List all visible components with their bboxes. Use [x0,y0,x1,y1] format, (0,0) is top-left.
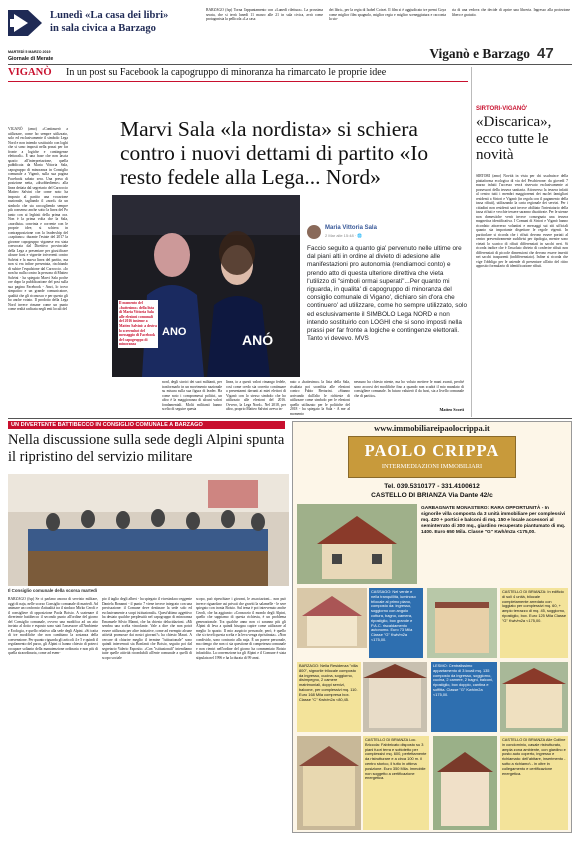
second-story-col3: scopo, può ripeschiare i giovani, le associazioni... non può invece riguardare usi privati che graviti la salamelle - le sere spiegato con ironia Boisio. Sul tema è poi intervenuto anche Ceroli, che ha aggiunto: «Consorzio il mondo degli Alpini, quello che sappiamo di questa richiesta, è un problema generazionale. Tra qualche anno non ci saranno più gli Alpini di leva a quindi bisogna capire come utilizzare al meglio lo spazio. Il mio auspicio personale, però, è quello che si risveli questa scelta e la leva venga ripristinata». «Non condivido, sono contrario alla naja. È un parere personale, ma ritengo che non ci sia questione di competenza comunale e non rientri nell'ordine del giorno ha commentato Boisio infastidita. La convenzione tra gli Alpini e il Comune è stata stipulata nel 1996 e ha la durata di 99 anni. [196,597,287,660]
top-story-photo-caption: Il momento del «battesimo» della lista di Maria Vittoria Sala alle elezioni comunali del 2016 insieme a Matteo Salvini: a destra lo screenshot del messaggio di Facebook del capogruppo di minoranza [119,301,157,347]
sidebar-kicker: SIRTORI-VIGANÒ' [476,106,528,112]
top-story-body-col5: nessuno ha chiesto niente, ma ho voluto mettere le mani avanti, perché sono accorsi dei modifiche fino a quando non scadrà il mio mandato di consigliere comunale. In futuro valuterò il da farsi, sia a livello comunale che di partito». [354,380,464,398]
top-story-byline: Matteo Scorti [439,407,464,412]
ad-photo-cassago [297,588,367,648]
top-story-headline: Marvi Sala «la nordista» si schiera contro i nuovi dettami di partito «Io resto fedele alla Lega... Nord» [120,117,429,189]
ad-listing-7: CASTELLO DI BRIANZA Alle Colline in condominio, casale ristrutturato, ampia zona ambiente, con giardino e posto auto coperto, ingresso e richiamato: dell'abitare, inserimento - sotto a richiamo\ - in oltre in collegamento e certificazione energetica. [500,736,568,830]
real-estate-ad [292,421,572,833]
ad-url[interactable]: www.immobiliareipaolocrippa.it [374,424,490,433]
facebook-avatar [307,225,321,239]
top-story-body-col2: nord, degli storici dei suoi militanti, per trasformarlo in un movimento nazionale su misura sulla sua figura di leader. Ha come noto i compromessi politici, un altro è la maggioranza di alcuni valori fondamentali. Molti militanti hanno scelto di seguire questa [162,380,222,411]
facebook-author: Maria Vittoria Sala [325,225,377,231]
second-story-caption: Il Consiglio comunale della scorsa martedì [8,588,98,593]
top-story-body-col3: linea, io a questi valori rimango fedele, così come credo sia corretto continuare a presentarmi davanti ai miei elettori di Viganò con lo stesso simbolo che ho utilizzato alle elezioni del 2016. Ovvero, la Lega Nord». Nel 2018, per altro, proprio Matteo Salvini aveva in- [226,380,286,411]
ad-tagline: INTERMEDIAZIONI IMMOBILIARI [381,463,483,470]
sidebar-body: SIRTORI (amo) Novità in vista per chi usufruisce della piattaforma ecologica di via del Peschierone: da giovedì 7 marzo infatti l'accesso verrà riservato esclusivamente ai possessori della tessera sanitaria. Attraverso la tessera infatti al centro tutti i membri maggiorenni dei nuclei famigliari residenti a Sirtori e Viganò (in regola con il pagamento della tassa rifiuti), utilizzando la carta regionale dei servizi. Per i cittadini non residenti sarà invece abilitato l'intestatario della tassa rifiuti e vecchie tessere saranno disattivate. Per le utenze non domestiche verrà invece consegnata una tessera magnetica identificativa. I Comuni di Sirtori e Viganò hanno ricordato attraverso volantini e messaggi sui siti ufficiali quanto sia importante dispettare le regole vigenti. In particolare si ricorda che i rifiuti devono essere portati al centro preventivamente suddivisi per tipologia, mentre sono vietati lo scarico di rifiuti differenziati in sacchi neri. Si ricorda inoltre che è l'assoluto divieto di conferire rifiuti non differenziati di piccole dimensioni che devono essere inseriti nei sacchi trasparenti (indifferenziato). Infine si ricorda che vige l'obbligo per le aziende di presentare all'atto del ritiro apposito formulario di identificazione rifiuti. [476,174,568,268]
svg-text:ANO: ANO [162,326,187,338]
ad-listing-3: CASTELLO DI BRIANZA: In edificio di soli 4 unità, bilocale completamente arredato con loggiato per complessivi mq. 60, + ampio terrazzo di mq. 45, soggiorno, ripostiglio, box. Euro 125 Mila Classe "G" Kwh/m2a <175,00. [500,588,568,658]
sidebar-headline: «Discarica», ecco tutte le novità [476,114,552,163]
folio-rule [8,64,572,65]
ad-photo-lesmo [500,662,568,732]
second-story-headline: Nella discussione sulla sede degli Alpini spunta il ripristino del servizio militare [8,432,285,465]
ad-listing-2: CASSAGO: Nel verde e nella tranquillità, luminoso trilocale al primo piano, composto da: ingresso, soggiorno con angolo cottura, bagno, camera, ripostiglio, box grande e P.A.C. riscaldamento autonomo. Euro 73 Mila Classe "G" Kwh/m2a <175,00. [369,588,423,658]
ad-photo-briccola [297,736,361,830]
top-story-kicker: VIGANÒ [8,67,52,78]
folio-paper: Giornale di Merate [8,56,54,62]
section-title: Viganò e Barzago [429,46,530,61]
mid-rule [8,418,572,419]
teaser-col-3: ria di una vedova che decide di aprire una libreria. Ingresso alla proiezione libero e gratuito. [452,8,570,17]
top-story-photo [112,195,300,377]
second-story-kicker: UN DIVERTENTE BATTIBECCO IN CONSIGLIO COMUNALE A BARZAGO [8,421,285,429]
second-story-photo [8,474,289,586]
ad-listing-6: CASTELLO DI BRIANZA Loc. Briccola: Fabbricato disposto su 3 piani fuori terra e sottotetto per complessivi mq. 600, perfettamente da ristrutturare e a circa 100 m. il centro storico, il tutto in ottima posizione. Euro 350 Mila. Immobile non soggetto a certificazione energetica. [363,736,429,830]
top-story-body-col1: VIGANÒ (amo) «Continuerò a utilizzare, come ho sempre utilizzato, solo ed esclusivamente il simbolo Lega Nord e non intendo sostituirlo con loghi che si sono imposti nella prassi per far fronte a logiche e contingenze elettorali». È una frase che non lascia spazio all'interpretazione, quella pubblicata da Maria Vittoria Sala, capogruppo di minoranza in Consiglio comunale a Viganò, sulla sua pagina Facebook sabato sera. Una presa di posizione netta, «disobbediente» alla linea dettata dal segretario del Carroccio Matteo Salvini che come noto ha imposto al partito una vocazione nazionale, tagliando il «nord» da un simbolo che sta raccogliendo sempre più consenso anche sotto la linea del Po tanto con ai leghisti della prima ora. Non è la prima volta che la Sala, «nordista» convinta e corrente con le proprie idee, si schiera in contrapposizione con la leadership del «capitano»: durante l'estate del 2017 la giovane capogruppo viganese era stata convocata dal Direttivo provinciale della Lega a presentare per giustificare alcune frasi e vignette irriverenti contro Salvini e la nuova linea del partito, ma non si era infine presentata, rischiando di subire l'espulsione dal Carroccio. «Io non ho nulla contro la persona di Matteo Salvini - ha spiegato Marvi Sala poche ore dopo la pubblicazione del post sulla sua pagina Facebook - Anzi, lo trovo simpatico e un grande comunicatore, qualità che gli riconosco e per questo gli ho anche votato. Il prodotto della Lega Nord invece rimane come un punto come realtà radicata negli enti locali del [8,127,68,311]
teaser-arrow-icon [8,10,42,36]
teaser-title [50,9,202,35]
ad-logo-box [348,436,516,478]
ad-brand: PAOLO CRIPPA [364,441,500,460]
sidebar-vrule [471,67,472,417]
top-story-subhead: In un post su Facebook la capogruppo di minoranza ha rimarcato le proprie idee [66,67,387,78]
second-story-col2: pio il taglio degli alberi - ha spiegato il vicesindaco reggente Daniela Bonanni - il punto 7 viene invece integrato con una precisazione: il Comune deve destinare la sede solo ed esclusivamente a scopi istituzionali». Quest'ultimo aggettivo ha destato qualche perplessità nel capogruppo di minoranza Emanuele Silvio Manni, che ha chiesto delucidazioni. «Mi sembra una scelta vincolante. Vale a dire che non potrà essere utilizzata per altre iniziative, come ad esempio alcune attività promosse dai nostri giovani?» ha chiesto Mauri. A cercare di chiarire meglio il termine "istituzionale" sono quindi intervenuti sia Bonfanti che Boisio, seguito poi dal segretario Valerio Esposito. «Con "istituzionali" intendiamo tutte quelle attività ricondubili all'ente comunale a quelli di scopo sociale [102,597,192,660]
ad-listing-5: LESMO: Centralissimo appartamento di 3 locali mq. 135 composto da ingresso, soggiorno, cucina, 2 camere, 2 bagni, balconi, ripostiglio, box doppio, cantina e soffitta. Classe "G" Kwh/m2a <175,00. [431,662,497,732]
ad-listing-4: BARZAGO: Nella Residenza "villa 800", signorile trilocale composto da ingresso, cucina, soggiorno, disimpegno, 2 camere matrimoniali, doppi servizi, balcone, per complessivi mq. 110. Euro 168 Mila compresa box. Classe "C" Kwh/m2a <80,45. [297,662,361,732]
folio-date: MARTEDÌ 5 MARZO 2019 [8,50,51,54]
ad-phone: Tel. 039.5310177 - 331.4100612 [384,483,480,490]
ad-listing-1: GARBAGNATE MONASTERO: RARA OPPORTUNITÀ - In signorile villa composta da 3 unità immobiliare per complessivi mq. 420 + portici e balconi di mq. 150 e locale accessori al seminterrato di 300 mq., giardino recuperato piantumato di mq. 1400. Euro 650 Mila. Classe "G" Kwh/m2a <175,00. [421,506,566,535]
svg-text:ANÓ: ANÓ [242,332,274,348]
ad-photo-villa [297,504,417,584]
ad-photo-barzago [363,662,427,732]
teaser-title-line2: in sala civica a Barzago [50,23,156,34]
teaser-col-2: dei libri», per la regia di Isabel Coixet. Il film si è aggiudicato tre premi Goya come miglior film spagnolo, miglior regia e miglior sceneggiatura e racconta la sto- [329,8,446,21]
ad-photo-colline [433,736,497,830]
facebook-text: Faccio seguito a quanto gia' pervenuto nelle ultime ore dal piani alti in ordine al divieto di adesione alle manifestazioni pro autonomia (rendiamoci conto) e prendo atto di questa ulteriore direttiva che vieta l'utilizzo di "simboli ormai superati"...Per quanto mi riguarda, in qualita' di capogruppo di minoranza del consiglio comunale di Vigano', dichiaro sin d'ora che continuero' ad utilizzare, come ho sempre utilizzato, solo ed esclusivamente il SIMBOLO Lega NORD e non intendo sostituirlo con LOGHI che si sono imposti nella prassi per far fronte a logiche e contingenze elettorali. Tanto vi devevo. MVS [307,245,467,343]
ad-address: CASTELLO DI BRIANZA Via Dante 42/c [371,492,493,499]
top-story-body-col4: nato a «battesimo» la lista della Sala, risultata poi sconfitta alle elezioni contro Fabio Bertarini. «Stanno arrivando dall'alto le richieste di utilizzare come simbolo per le elezioni quello utilizzato per le politiche del 2018 - ha spiegato la Sala - A me al momento [290,380,350,416]
page-number: 47 [537,45,554,62]
teaser-title-line1: Lunedì «La casa dei libri» [50,10,169,21]
top-story-rule [8,81,468,82]
ad-photo-castello-1 [427,588,497,658]
second-story-col1: BARZAGO (fsp) Se ci parlano ancora di servizio militare, oggi di naja, nelle scorso Consiglio comunale di martedì. Ad animare un confronto d'attualità tra il sindaco Mirko Ceroli e il consigliere di opposizione Paola Boisio. A scatenare il divertente battibecco il secondo punto all'ordine del giorno del Consiglio comunale, ovvero una modifica ad un atto inviato al dotto e esposto sono stati l'assessore all'Ambiente e Ecologia, e quello relativo alla sede degli Alpini. «Si tratta di tre modifiche che non cambiano la sostanza della convenzione. Per quanto riguarda gli articoli 4 e 5 e quindi il regolamento del parco, gli Alpini ci hanno chiesto di poterci occupare soltanto della manutenzione ordinaria e non più di quella straordinaria, come ad esem- [8,597,98,655]
teaser-col-1: BARZAGO (fsp) Torna l'appuntamento con «Lunedì rilettura». La prossima serata, che si terrà lunedì 11 marzo alle 21 in sala civica, avrà come protagonista la pellicola «La casa [206,8,323,21]
facebook-meta: 2 Mar alle 15:48 · 🌐 [325,233,363,238]
facebook-post [305,223,468,373]
